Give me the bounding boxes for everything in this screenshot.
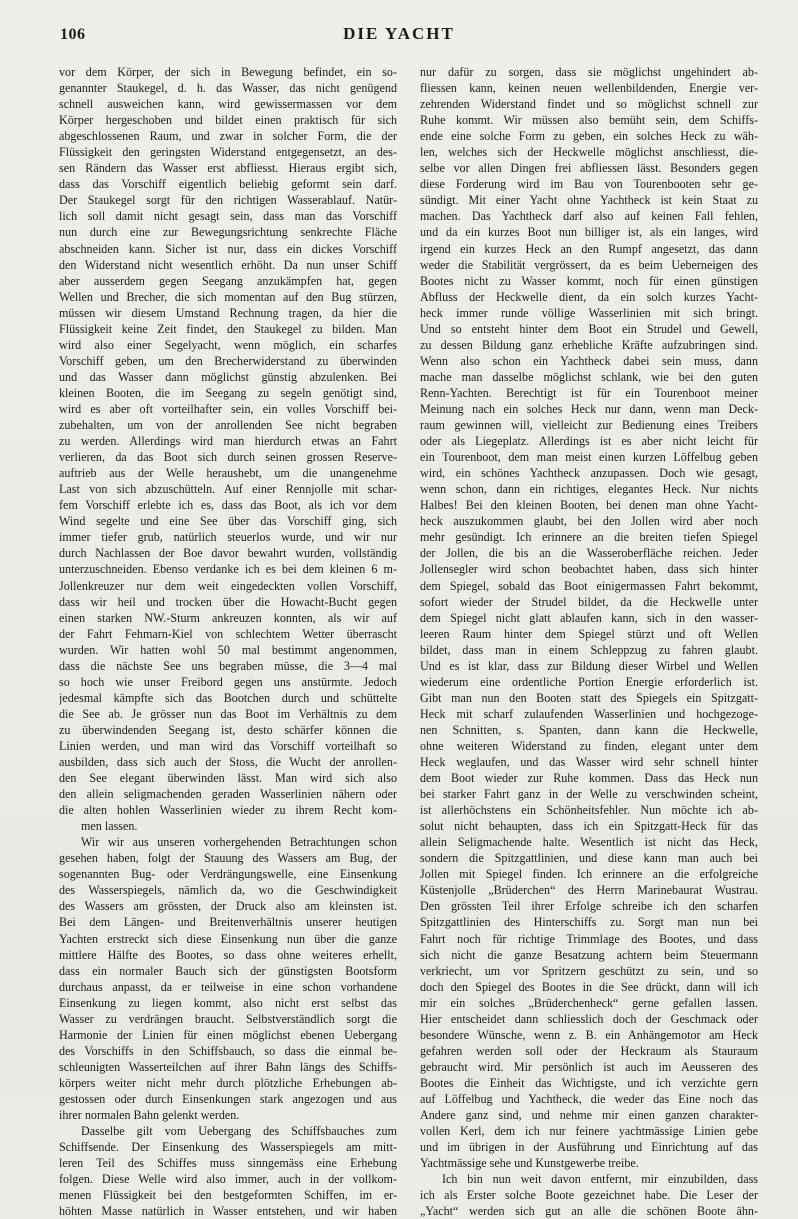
text-line: die See ab. Je grösser nun das Boot im Verhältnis zu dem (59, 706, 397, 721)
text-line: des Wassers am grössten, der Druck also am kleinsten ist. (59, 899, 397, 914)
text-line: sogenannten Bug- oder Verdrängungswelle, eine Einsenkung (59, 867, 397, 882)
text-line: gesehen haben, folgt der Stauung des Wassers am Bug, der (59, 851, 397, 866)
text-line: jedesmal kämpfte sich das Bootchen durch und schüttelte (59, 690, 397, 705)
text-line: Jollenkreuzer nur dem weit eingedeckten vollen Vorschiff, (59, 578, 397, 593)
text-line: fliessen kann, keinen neuen wellenbildenden, Energie ver- (420, 81, 758, 96)
text-line: dem Boot wieder zur Ruhe kommen. Dass das Heck nun (420, 771, 758, 786)
text-line: Bootes nicht zu Wasser kommt, noch für einen günstigen (420, 273, 758, 288)
text-line: wird es aber oft vorteilhafter sein, ein volles Vorschiff bei- (59, 401, 397, 416)
text-line: Heck weglaufen, und das Wasser wird sehr schnell hinter (420, 755, 758, 770)
text-line: folgen. Diese Welle wird also immer, auch in der vollkom- (59, 1172, 397, 1187)
text-line: raum gewinnen will, vielleicht zur Bedienung eines Treibers (420, 418, 758, 433)
text-line: abschneiden kann. Sicher ist nur, dass ein dickes Vorschiff (59, 241, 397, 256)
text-line: durchaus anpasst, da er teilweise in eine schon vorhandene (59, 979, 397, 994)
text-line: irgend ein kurzes Heck an den Rumpf angesetzt, das dann (420, 241, 758, 256)
text-line: ihrer normalen Bahn gelenkt werden. (59, 1108, 240, 1123)
left-column (59, 64, 397, 1219)
text-line: wenn schon, dann ein richtiges, elegantes Heck. Nur nichts (420, 482, 758, 497)
text-line: weder die Stabilität vergrössert, da es beim Ueberneigen des (420, 257, 758, 272)
text-line: Yachtmässige sehe und Kunstgewerbe treibe. (420, 1156, 639, 1171)
text-line: wird, ein schönes Yachtheck anzupassen. Doch wie gesagt, (420, 466, 758, 481)
text-line: ein Tourenboot, dem man meist einen kurzen Löffelbug geben (420, 450, 758, 465)
text-line: dass ein normaler Bauch sich der günstigsten Bootsform (59, 963, 397, 978)
text-line: Körper hergeschoben und bildet einen praktisch für sich (59, 113, 397, 128)
text-line: dass wir heil und trocken über die Howacht-Bucht gegen (59, 594, 397, 609)
text-line: gestossen oder durch Einsenkungen stark angezogen und aus (59, 1092, 397, 1106)
text-line: Jollensegler wird schon beobachtet haben, dass sich hinter (420, 562, 758, 577)
text-line: mehr gesündigt. Ich erinnere an die breiten tiefen Spiegel (420, 530, 758, 545)
text-line: den Widerstand nicht wesentlich erhöht. Da nun unser Schiff (59, 257, 397, 272)
text-line: besondere Wünsche, wenn z. B. ein Anhängemotor am Heck (420, 1027, 758, 1042)
text-line: Gibt man nun den Booten statt des Spiegels ein Spitzgatt- (420, 690, 758, 705)
text-line: auf Löffelbug und Yachtheck, die weder das Eine noch das (420, 1092, 758, 1106)
text-line: Andere ganz sind, und nehme mir einen ganzen charakter- (420, 1108, 758, 1123)
text-line: Wenn also schon ein Yachtheck dabei sein muss, dann (420, 353, 758, 368)
text-line: die alten hohlen Wasserlinien wieder zu ihrem Recht kom- (59, 803, 397, 818)
text-line: Spitzgattlinien des Hinterschiffs zu. Sorgt man nun bei (420, 915, 758, 930)
text-line: Ruhe kommt. Wir müssen also bemüht sein, dem Schiffs- (420, 113, 758, 128)
text-line: zehrenden Widerstand findet und so möglichst schnell zur (420, 97, 758, 112)
text-line: Schiffsende. Der Einsenkung des Wasserspiegels am mitt- (59, 1140, 397, 1155)
text-line: allein Seligmachende halte. Wesentlich ist nicht das Heck, (420, 835, 758, 850)
text-line: dem Spiegel nicht glatt ablaufen kann, sich in den wasser- (420, 610, 758, 625)
text-line: Bei dem Längen- und Breitenverhältnis unserer heutigen (59, 915, 397, 930)
text-line: Wellen und Brecher, die sich momentan auf den Bug stürzen, (59, 289, 397, 304)
text-line: so hoch wie unser Freibord gegen uns anstürmte. Jedoch (59, 674, 397, 689)
text-line: des Vorschiffs in den Schiffsbauch, so dass die einmal be- (59, 1043, 397, 1058)
text-line: menen Flüssigkeit bei den bestgeformten Schiffen, im er- (59, 1188, 397, 1203)
text-line: immer tiefer grub, natürlich steuerlos wurde, und wir nur (59, 530, 397, 545)
text-line: selbe vor allen Dingen frei abfliessen lässt. Besonders gegen (420, 161, 758, 176)
text-line: Fahrt noch für richtige Trimmlage des Bootes, und dass (420, 931, 758, 946)
text-line: abgeschlossenen Raum, und zwar in solcher Form, die der (59, 129, 397, 144)
text-line: Abfluss der Heckwelle dient, da ein solch kurzes Yacht- (420, 289, 758, 304)
text-line: ist allerhöchstens ein Schönheitsfehler. Nun möchte ich ab- (420, 803, 758, 818)
text-line: diese Forderung wird im Bau von Tourenbooten sehr ge- (420, 177, 758, 192)
text-line: schleunigten Wasserteilchen auf ihrer Bahn längs des Schiffs- (59, 1059, 397, 1074)
text-line: nun durch eine zur Bewegungsrichtung senkrechte Fläche (59, 225, 397, 240)
text-line: leren Teil des Schiffes muss sinngemäss eine Erhebung (59, 1156, 397, 1171)
text-line: sich nicht die ganze Besatzung achtern beim Steuermann (420, 947, 758, 962)
text-line: Und so entsteht hinter dem Boot ein Strudel und Gewell, (420, 321, 758, 336)
text-line: zu überwindenden Seegang ist, desto schärfer können die (59, 722, 397, 737)
text-line: ohne weiteren Widerstand zu finden, elegant unter dem (420, 738, 758, 753)
text-line: ende eine solche Form zu geben, ein solches Heck zu wäh- (420, 129, 758, 144)
right-column (420, 64, 758, 1219)
text-line: gefahren werden soll oder der Heckraum als Stauraum (420, 1043, 758, 1058)
text-line: ausbilden, dass sich auch der Stoss, die Wucht der anrollen- (59, 755, 397, 770)
text-line: Ich bin nun weit davon entfernt, mir einzubilden, dass (442, 1172, 758, 1187)
text-line: verkriecht, um vor Spritzern geschützt zu sein, und so (420, 963, 758, 978)
text-line: zu dessen Bildung ganz erhebliche Kräfte aufzubringen sind. (420, 337, 758, 352)
text-line: Wir wir aus unseren vorhergehenden Betrachtungen schon (81, 835, 397, 850)
text-line: kleinen Booten, die im Seegang zu segeln genötigt sind, (59, 385, 397, 400)
text-line: Harmonie der Linien für einen möglichst ebenen Uebergang (59, 1027, 397, 1042)
text-line: Dasselbe gilt vom Uebergang des Schiffsbauches zum (81, 1124, 397, 1139)
text-line: verlieren, da das Boot sich durch seinen grossen Reserve- (59, 450, 397, 465)
text-line: bei starker Fahrt ganz in der Welle zu verschwinden scheint, (420, 787, 758, 802)
text-line: den allein seligmachenden geraden Wasserlinien nähern oder (59, 787, 397, 802)
text-line: aber ausserdem gegen Seegang anzukämpfen hat, gegen (59, 273, 397, 288)
text-line: heck immer runde völlige Wasserlinien mit sich bringt. (420, 305, 758, 320)
text-line: der Fahrt Fehmarn-Kiel von schlechtem Wetter überrascht (59, 626, 397, 641)
running-title: DIE YACHT (343, 24, 455, 43)
text-line: des Wasserspiegels, nämlich da, wo die Geschwindigkeit (59, 883, 397, 898)
text-line: müssen wir diesem Umstand Rechnung tragen, da hier die (59, 305, 397, 320)
text-line: wird also einer Segelyacht, wenn möglich, ein scharfes (59, 337, 397, 352)
text-line: den See elegant überwinden lässt. Man wird sich also (59, 771, 397, 786)
text-line: Linien werden, und man wird das Vorschiff vorteilhaft so (59, 738, 397, 753)
text-line: mir ein solches „Brüderchenheck“ gerne gefallen lassen. (420, 995, 758, 1010)
text-line: sondern die Spitzgattlinien, und diese kann man auch bei (420, 851, 758, 866)
text-line: leeren Raum hinter dem Spiegel stürzt und oft Wellen (420, 626, 758, 641)
text-line: sofort wieder der Strudel bildet, da die Heckwelle unter (420, 594, 758, 609)
text-line: Jollen mit Spiegel finden. Ich erinnere an die erfolgreiche (420, 867, 758, 882)
text-line: Vorschiff geben, um den Brecherwiderstand zu überwinden (59, 353, 397, 368)
page-header (0, 0, 798, 60)
text-line: zu werden. Allerdings wird man hierdurch etwas an Fahrt (59, 434, 397, 449)
text-line: Wasser zu verdrängen braucht. Selbstverständlich sorgt die (59, 1011, 397, 1026)
text-line: gebraucht wird. Mir persönlich ist auch im Aeusseren des (420, 1059, 758, 1074)
text-line: genannter Staukegel, d. h. das Wasser, das nicht genügend (59, 81, 397, 96)
text-line: Hier entscheidet dann schliesslich doch der Geschmack oder (420, 1011, 758, 1026)
text-line: Flüssigkeit keine Zeit findet, den Staukegel zu bilden. Man (59, 321, 397, 336)
text-line: Flüssigkeit den geringsten Widerstand entgegensetzt, an des- (59, 145, 397, 160)
text-line: schnell ausweichen kann, wird gewissermassen vor dem (59, 97, 397, 112)
text-line: sündigt. Mit einer Yacht ohne Yachtheck ist kein Staat zu (420, 193, 758, 208)
text-line: Einsenkung zu liegen kommt, also nicht erst selbst das (59, 995, 397, 1010)
text-line: Der Staukegel sorgt für den richtigen Wasserablauf. Natür- (59, 193, 397, 208)
text-line: Yachten erstreckt sich diese Einsenkung nun über die ganze (59, 931, 397, 946)
text-line: Renn-Yachten. Berechtigt ist für ein Tourenboot meiner (420, 385, 758, 400)
text-line: höhten Masse natürlich in Wasser entstehen, und wir haben (59, 1204, 397, 1219)
text-line: doch den Spiegel des Bootes in die See drückt, dann will ich (420, 979, 758, 994)
text-line: und im übrigen in der Ausführung und Einrichtung auf das (420, 1140, 758, 1155)
text-line: einen starken NW.-Sturm ankreuzen konnten, als wir auf (59, 610, 397, 625)
text-line: Heck mit scharf zulaufenden Wasserlinien und hochgezoge- (420, 706, 758, 721)
page-number: 106 (60, 26, 86, 43)
text-line: nur dafür zu sorgen, dass sie möglichst ungehindert ab- (420, 65, 758, 79)
text-line: und das Wasser dann möglichst günstig abzulenken. Bei (59, 369, 397, 384)
text-line: Küstenjolle „Brüderchen“ des Herrn Marinebaurat Wustrau. (420, 883, 758, 898)
text-line: „Yacht“ werden sich gut an alle die schönen Boote ähn- (420, 1204, 758, 1219)
text-line: Wind segelte und eine See über das Vorschiff ging, sich (59, 514, 397, 529)
text-line: vor dem Körper, der sich in Bewegung befindet, ein so- (59, 65, 397, 79)
text-line: dem Spiegel, sobald das Boot einigermassen Fahrt bekommt, (420, 578, 758, 593)
text-line: men lassen. (81, 819, 138, 834)
text-line: dass die nächste See uns begraben müsse, die 3—4 mal (59, 658, 397, 673)
text-line: lich soll damit nicht gesagt sein, dass man das Vorschiff (59, 209, 397, 224)
text-line: Und es ist klar, dass zur Bildung dieser Wirbel und Wellen (420, 658, 758, 673)
text-line: wurden. Wir hatten wohl 50 mal bestimmt angenommen, (59, 642, 397, 657)
text-line: durch Nachlassen der Boe davor bewahrt wurden, vollständig (59, 546, 397, 561)
text-line: dass das Vorschiff eigentlich beliebig geformt sein darf. (59, 177, 397, 192)
text-line: körpers weiter nicht mehr durch plötzliche Erhebungen ab- (59, 1075, 397, 1090)
text-line: vollen Kerl, dem ich nur feinere yachtmässige Linien gebe (420, 1124, 758, 1139)
text-line: Den grössten Teil ihrer Erfolge schreibe ich den scharfen (420, 899, 758, 914)
text-line: heck auszukommen glaubt, bei den Jollen wird aber noch (420, 514, 758, 529)
text-line: solut nicht behaupten, dass ich ein Spitzgatt-Heck für das (420, 819, 758, 834)
text-line: mittlere Hälfte des Bootes, so dass ohne weiteres erhellt, (59, 947, 397, 962)
text-line: sen Rändern das Wasser erst abfliesst. Hieraus ergibt sich, (59, 161, 397, 176)
text-line: nen Schnitten, s. Spanten, dann kann die Heckwelle, (420, 722, 758, 737)
text-line: oder als Liegeplatz. Allerdings ist es aber nicht leicht für (420, 434, 758, 449)
text-line: machen. Das Yachtheck darf also auf keinen Fall fehlen, (420, 209, 758, 224)
text-line: bildet, dass man in einem Schleppzug zu fahren glaubt. (420, 642, 758, 657)
text-line: und da ein kurzes Boot nun billiger ist, als ein langes, wird (420, 225, 758, 240)
text-line: der Jollen, die bis an die Wasseroberfläche reichen. Jeder (420, 546, 758, 561)
text-line: Meinung nach ein solches Heck nur dann, wenn man Deck- (420, 401, 758, 416)
text-line: Bootes die Einheit das Wichtigste, und ich verzichte gern (420, 1075, 758, 1090)
text-line: zubehalten, um von der anrollenden See nicht begraben (59, 418, 397, 433)
text-line: auftrieb aus der Welle heraushebt, um die unangenehme (59, 466, 397, 481)
text-line: Last von sich abzuschütteln. Auf einer Rennjolle mit schar- (59, 482, 397, 497)
text-line: fem Vorschiff erlebte ich es, dass das Boot, als ich vor dem (59, 498, 397, 513)
text-line: unterzuschneiden. Ebenso verdanke ich es bei dem kleinen 6 m- (59, 562, 397, 577)
text-line: ich als Erster solche Boote gezeichnet habe. Die Leser der (420, 1188, 758, 1203)
text-line: mache man dasselbe möglichst schlank, wie bei den guten (420, 369, 758, 384)
text-line: Halbes! Bei den kleinen Booten, bei denen man ohne Yacht- (420, 498, 758, 513)
text-line: len, welches sich der Heckwelle möglichst anschliesst, die- (420, 145, 758, 160)
text-line: wiederum eine ordentliche Portion Energie erforderlich ist. (420, 674, 758, 689)
